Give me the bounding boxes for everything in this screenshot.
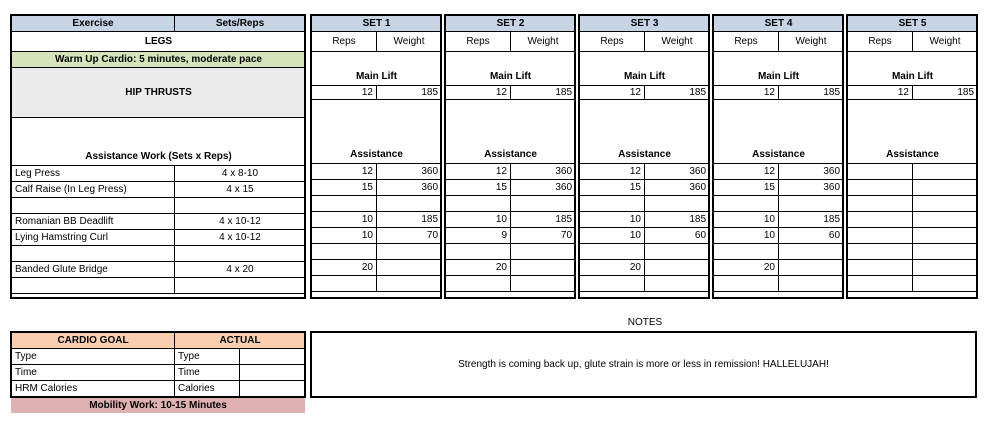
set-weight-cell <box>377 276 442 292</box>
main-lift-weight: 185 <box>913 86 978 100</box>
set-row <box>446 164 576 180</box>
main-lift-reps: 12 <box>580 86 645 100</box>
set-reps-cell <box>580 244 645 260</box>
set-weight-cell: 70 <box>511 228 576 244</box>
set-reps-cell <box>848 260 913 276</box>
set-weight-cell: 360 <box>645 180 710 196</box>
exercise-name: Banded Glute Bridge <box>12 262 175 278</box>
cardio-actual-cell: Time <box>175 365 240 381</box>
main-lift-label: Main Lift <box>714 52 844 86</box>
set-row <box>714 276 844 292</box>
set-table <box>445 15 576 292</box>
set-weight-cell <box>779 196 844 212</box>
set-reps-cell: 20 <box>714 260 779 276</box>
set-reps-cell <box>714 276 779 292</box>
set-row <box>848 228 978 244</box>
set-reps-cell <box>714 244 779 260</box>
main-lift-label: Main Lift <box>580 52 710 86</box>
set-row <box>446 196 576 212</box>
set-row <box>848 164 978 180</box>
set-row <box>714 212 844 228</box>
main-lift-weight: 185 <box>377 86 442 100</box>
exercise-column-header: Exercise <box>12 16 175 32</box>
set-row <box>312 196 442 212</box>
exercise-scheme: 4 x 8-10 <box>175 166 306 182</box>
exercise-row <box>12 214 306 230</box>
set-row <box>580 212 710 228</box>
set-row <box>714 260 844 276</box>
reps-label: Reps <box>312 32 377 52</box>
main-lift-reps: 12 <box>446 86 511 100</box>
set-weight-cell <box>645 196 710 212</box>
set-reps-cell <box>848 180 913 196</box>
main-lift-weight: 185 <box>511 86 576 100</box>
set-title: SET 3 <box>580 16 710 32</box>
set-weight-cell <box>913 276 978 292</box>
set-reps-cell <box>848 228 913 244</box>
set-reps-cell <box>580 276 645 292</box>
exercise-scheme <box>175 278 306 294</box>
exercise-name: Romanian BB Deadlift <box>12 214 175 230</box>
set-reps-cell: 10 <box>312 212 377 228</box>
workout-title: LEGS <box>12 32 306 52</box>
exercise-scheme: 4 x 10-12 <box>175 230 306 246</box>
set-reps-cell: 20 <box>446 260 511 276</box>
set-weight-cell <box>377 244 442 260</box>
assistance-label: Assistance <box>446 100 576 164</box>
set-weight-cell: 360 <box>377 164 442 180</box>
set-reps-cell: 10 <box>714 212 779 228</box>
set-row <box>312 260 442 276</box>
set-reps-cell <box>848 244 913 260</box>
set-weight-cell: 360 <box>511 180 576 196</box>
set-weight-cell: 60 <box>645 228 710 244</box>
set-reps-cell <box>312 196 377 212</box>
main-lift-reps: 12 <box>848 86 913 100</box>
set-row <box>446 276 576 292</box>
weight-label: Weight <box>511 32 576 52</box>
set-title: SET 1 <box>312 16 442 32</box>
exercise-row <box>12 262 306 278</box>
set-reps-cell: 10 <box>312 228 377 244</box>
assistance-label: Assistance <box>312 100 442 164</box>
set-reps-cell <box>848 164 913 180</box>
set-row <box>446 180 576 196</box>
set-row <box>714 244 844 260</box>
exercise-row <box>12 166 306 182</box>
set-weight-cell <box>913 212 978 228</box>
reps-label: Reps <box>580 32 645 52</box>
set-table <box>579 15 710 292</box>
set-weight-cell <box>779 260 844 276</box>
set-table <box>713 15 844 292</box>
reps-label: Reps <box>714 32 779 52</box>
set-row <box>312 212 442 228</box>
set-weight-cell <box>511 276 576 292</box>
set-reps-cell: 15 <box>580 180 645 196</box>
cardio-actual-header: ACTUAL <box>175 333 306 349</box>
set-title: SET 5 <box>848 16 978 32</box>
set-reps-cell <box>446 196 511 212</box>
notes-text: Strength is coming back up, glute strain is more or less in remission! HALLELUJAH! <box>458 359 829 370</box>
set-reps-cell: 12 <box>312 164 377 180</box>
main-lift-label: Main Lift <box>848 52 978 86</box>
set-weight-cell: 360 <box>377 180 442 196</box>
set-weight-cell <box>511 196 576 212</box>
set-row <box>312 164 442 180</box>
mobility-work: Mobility Work: 10-15 Minutes <box>11 398 305 413</box>
exercise-name: Lying Hamstring Curl <box>12 230 175 246</box>
set-reps-cell: 12 <box>714 164 779 180</box>
set-reps-cell <box>848 276 913 292</box>
set-weight-cell <box>645 276 710 292</box>
set-weight-cell: 360 <box>511 164 576 180</box>
set-reps-cell: 20 <box>312 260 377 276</box>
set-weight-cell: 360 <box>779 164 844 180</box>
warmup-cardio: Warm Up Cardio: 5 minutes, moderate pace <box>12 52 306 68</box>
set-reps-cell: 12 <box>446 164 511 180</box>
set-row <box>580 276 710 292</box>
set-row <box>714 180 844 196</box>
set-reps-cell <box>848 212 913 228</box>
set-reps-cell: 10 <box>714 228 779 244</box>
exercise-scheme: 4 x 15 <box>175 182 306 198</box>
sets-reps-column-header: Sets/Reps <box>175 16 306 32</box>
set-weight-cell: 360 <box>779 180 844 196</box>
cardio-actual-value <box>240 349 306 365</box>
set-weight-cell: 185 <box>511 212 576 228</box>
set-reps-cell <box>580 196 645 212</box>
exercise-name <box>12 278 175 294</box>
set-reps-cell <box>446 276 511 292</box>
set-row <box>580 228 710 244</box>
set-row <box>580 180 710 196</box>
cardio-row <box>12 381 306 397</box>
set-weight-cell <box>913 244 978 260</box>
set-weight-cell <box>645 244 710 260</box>
set-weight-cell: 185 <box>377 212 442 228</box>
main-lift-label: Main Lift <box>312 52 442 86</box>
assistance-label: Assistance <box>848 100 978 164</box>
set-row <box>848 276 978 292</box>
set-reps-cell: 15 <box>446 180 511 196</box>
main-lift-name: HIP THRUSTS <box>12 68 306 118</box>
set-row <box>714 228 844 244</box>
exercise-scheme: 4 x 20 <box>175 262 306 278</box>
notes-label: NOTES <box>627 317 663 328</box>
set-row <box>312 244 442 260</box>
reps-label: Reps <box>446 32 511 52</box>
set-row <box>446 244 576 260</box>
cardio-actual-value <box>240 365 306 381</box>
cardio-actual-cell: Type <box>175 349 240 365</box>
set-row <box>848 196 978 212</box>
set-weight-cell <box>913 196 978 212</box>
assistance-label: Assistance <box>580 100 710 164</box>
reps-label: Reps <box>848 32 913 52</box>
exercise-row <box>12 198 306 214</box>
exercise-row <box>12 230 306 246</box>
set-reps-cell: 20 <box>580 260 645 276</box>
set-row <box>580 244 710 260</box>
set-row <box>580 164 710 180</box>
cardio-actual-value <box>240 381 306 397</box>
set-weight-cell <box>511 260 576 276</box>
exercise-scheme <box>175 198 306 214</box>
cardio-actual-cell: Calories <box>175 381 240 397</box>
set-reps-cell: 15 <box>714 180 779 196</box>
set-row <box>580 196 710 212</box>
set-reps-cell: 15 <box>312 180 377 196</box>
set-title: SET 4 <box>714 16 844 32</box>
set-reps-cell <box>312 244 377 260</box>
set-row <box>714 196 844 212</box>
set-reps-cell <box>446 244 511 260</box>
set-weight-cell <box>913 260 978 276</box>
main-lift-reps: 12 <box>714 86 779 100</box>
set-weight-cell <box>511 244 576 260</box>
weight-label: Weight <box>377 32 442 52</box>
exercise-name: Calf Raise (In Leg Press) <box>12 182 175 198</box>
main-lift-weight: 185 <box>645 86 710 100</box>
cardio-goal-cell: Type <box>12 349 175 365</box>
set-row <box>848 260 978 276</box>
set-reps-cell: 10 <box>580 212 645 228</box>
set-reps-cell: 10 <box>580 228 645 244</box>
set-row <box>312 276 442 292</box>
set-weight-cell: 70 <box>377 228 442 244</box>
set-reps-cell: 10 <box>446 212 511 228</box>
set-weight-cell <box>377 196 442 212</box>
set-row <box>446 260 576 276</box>
notes-box <box>310 331 977 398</box>
cardio-table <box>11 332 306 397</box>
set-weight-cell <box>779 244 844 260</box>
set-weight-cell <box>913 180 978 196</box>
set-weight-cell <box>913 228 978 244</box>
exercise-scheme <box>175 246 306 262</box>
set-row <box>312 180 442 196</box>
set-row <box>848 212 978 228</box>
set-reps-cell: 12 <box>580 164 645 180</box>
weight-label: Weight <box>645 32 710 52</box>
cardio-goal-header: CARDIO GOAL <box>12 333 175 349</box>
set-weight-cell: 185 <box>779 212 844 228</box>
cardio-goal-cell: HRM Calories <box>12 381 175 397</box>
cardio-row <box>12 365 306 381</box>
set-row <box>446 228 576 244</box>
exercise-name <box>12 246 175 262</box>
exercise-name: Leg Press <box>12 166 175 182</box>
set-weight-cell: 185 <box>645 212 710 228</box>
exercise-row <box>12 246 306 262</box>
set-row <box>446 212 576 228</box>
assistance-header: Assistance Work (Sets x Reps) <box>12 118 306 166</box>
main-lift-label: Main Lift <box>446 52 576 86</box>
set-table <box>311 15 442 292</box>
weight-label: Weight <box>779 32 844 52</box>
assistance-label: Assistance <box>714 100 844 164</box>
set-reps-cell: 9 <box>446 228 511 244</box>
set-row <box>714 164 844 180</box>
main-lift-weight: 185 <box>779 86 844 100</box>
exercise-row <box>12 182 306 198</box>
set-weight-cell <box>913 164 978 180</box>
set-weight-cell <box>645 260 710 276</box>
set-weight-cell <box>779 276 844 292</box>
cardio-row <box>12 349 306 365</box>
set-reps-cell <box>312 276 377 292</box>
set-reps-cell <box>848 196 913 212</box>
set-weight-cell <box>377 260 442 276</box>
set-row <box>580 260 710 276</box>
exercise-table <box>11 15 306 294</box>
exercise-row <box>12 278 306 294</box>
exercise-scheme: 4 x 10-12 <box>175 214 306 230</box>
set-reps-cell <box>714 196 779 212</box>
set-weight-cell: 60 <box>779 228 844 244</box>
set-row <box>848 180 978 196</box>
set-table <box>847 15 978 292</box>
set-row <box>312 228 442 244</box>
exercise-name <box>12 198 175 214</box>
weight-label: Weight <box>913 32 978 52</box>
cardio-goal-cell: Time <box>12 365 175 381</box>
set-row <box>848 244 978 260</box>
main-lift-reps: 12 <box>312 86 377 100</box>
set-title: SET 2 <box>446 16 576 32</box>
set-weight-cell: 360 <box>645 164 710 180</box>
